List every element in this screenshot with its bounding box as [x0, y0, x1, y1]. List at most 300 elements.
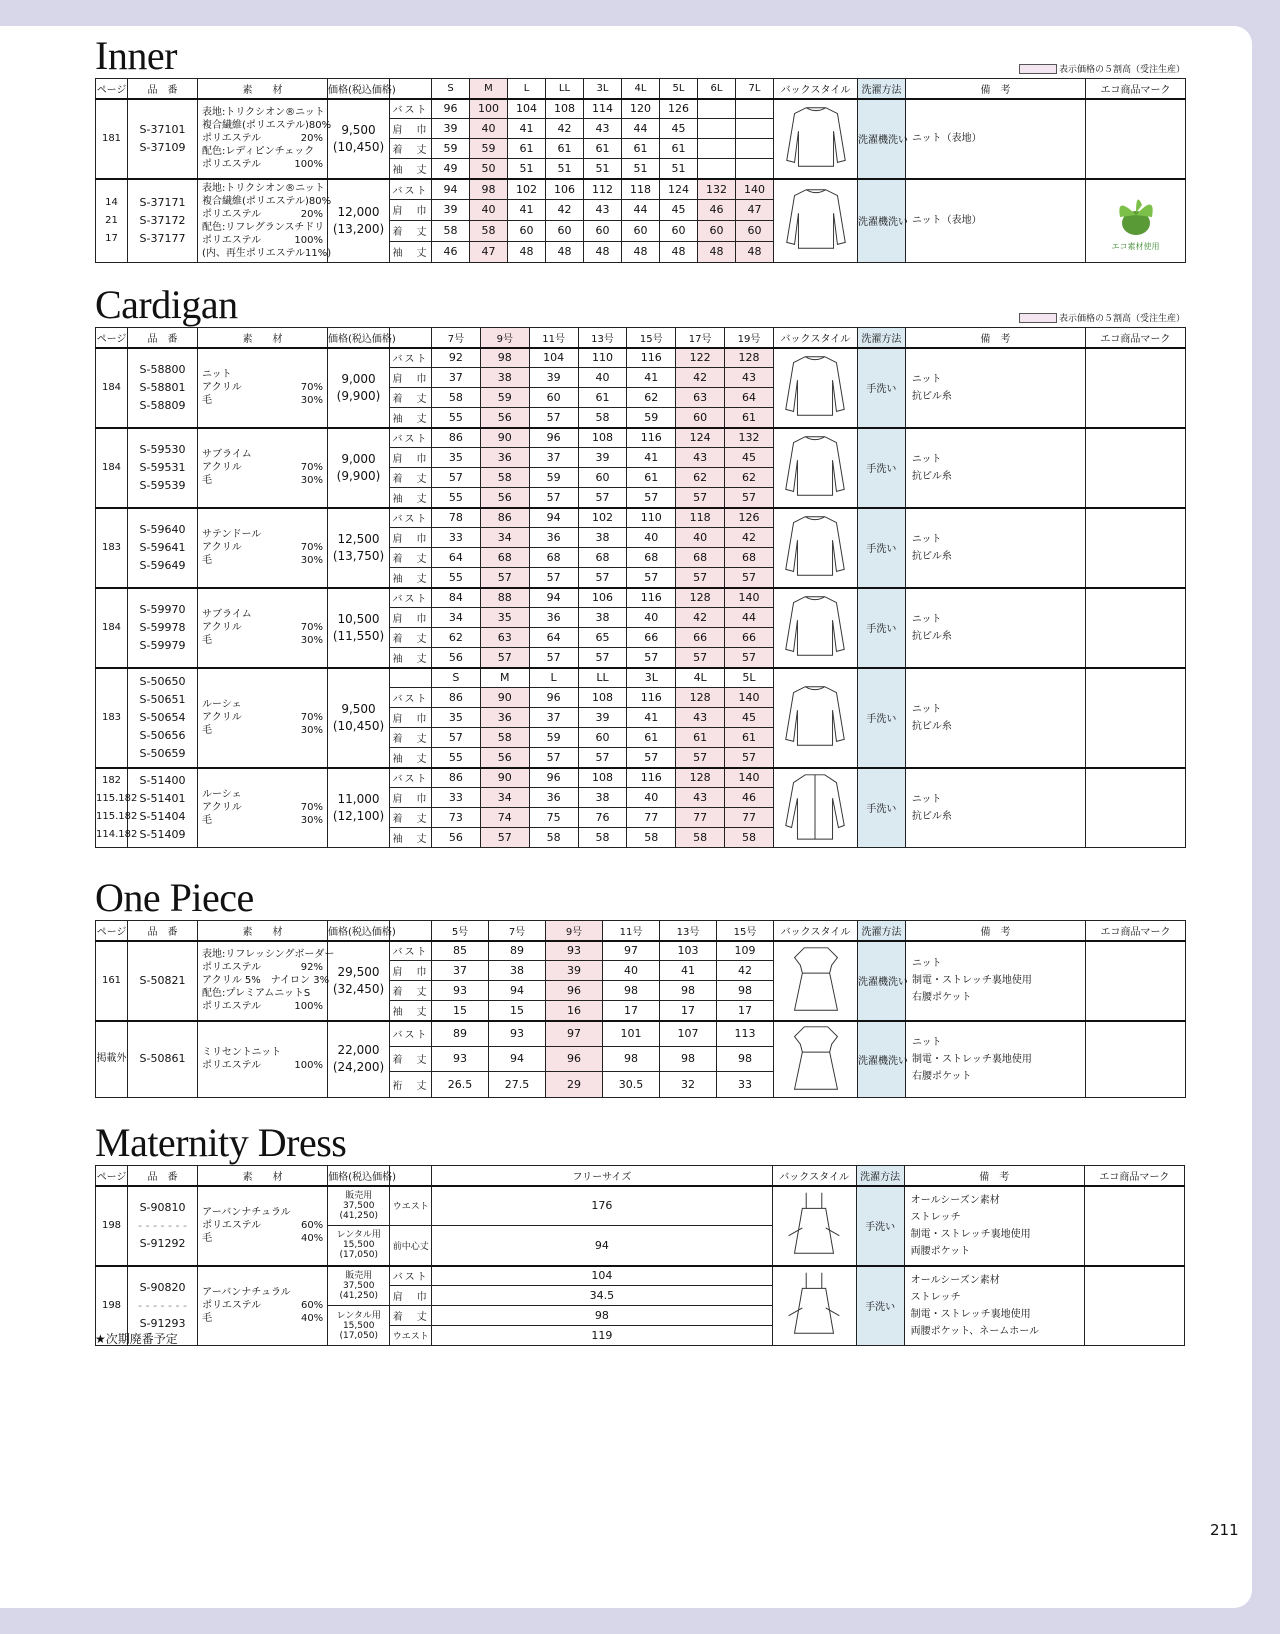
size-value: 112	[584, 179, 622, 200]
size-value: 57	[676, 648, 725, 668]
back-style	[774, 941, 858, 1021]
size-value: 98	[660, 981, 717, 1001]
size-value: 43	[725, 368, 774, 388]
size-header: 15号	[627, 328, 676, 348]
page-number: 211	[1210, 1521, 1239, 1539]
size-value: 56	[432, 828, 481, 848]
dim-label: 着 丈	[390, 728, 432, 748]
size-value: 96	[432, 99, 470, 119]
dim-label: 着 丈	[390, 139, 432, 159]
size-value: 93	[432, 981, 489, 1001]
legend-swatch	[1019, 313, 1057, 323]
size-header: 7L	[736, 79, 774, 99]
wash-method: 手洗い	[857, 768, 905, 848]
size-value: 33	[717, 1072, 774, 1098]
size-value: 114	[584, 99, 622, 119]
size-value: 86	[432, 768, 481, 788]
dim-label: バスト	[390, 588, 432, 608]
dim-label: 着 丈	[390, 1046, 432, 1072]
size-value: 57	[627, 648, 676, 668]
table-row	[96, 428, 1186, 448]
size-value: 56	[432, 648, 481, 668]
size-value: 113	[717, 1021, 774, 1047]
size-value: 84	[432, 588, 481, 608]
price: 10,500 (11,550)	[328, 588, 390, 668]
size-value: 41	[508, 199, 546, 220]
col-page: ページ	[96, 79, 128, 99]
size-value: 108	[546, 99, 584, 119]
wash-method: 洗濯機洗い	[858, 941, 906, 1021]
col-material: 素 材	[198, 79, 328, 99]
size-value: 63	[480, 628, 529, 648]
size-value: 33	[432, 528, 481, 548]
size-value: 126	[660, 99, 698, 119]
eco-cell	[1086, 99, 1186, 179]
section-cardigan	[95, 283, 1185, 848]
size-value: 57	[529, 488, 578, 508]
material: ルーシェ アクリル 70% 毛 30%	[198, 668, 328, 768]
size-value: 98	[603, 1046, 660, 1072]
page-ref: 184	[96, 428, 128, 508]
header-row	[96, 921, 1186, 941]
eco-cell	[1085, 588, 1185, 668]
maternity-table	[95, 1165, 1185, 1346]
size-value	[698, 119, 736, 139]
size-header: 15号	[717, 921, 774, 941]
size-value: 42	[725, 528, 774, 548]
leaf-icon	[1106, 189, 1166, 241]
material: ミリセントニット ポリエステル 100%	[198, 1021, 328, 1098]
size-value: 40	[627, 788, 676, 808]
col-note: 備 考	[904, 1166, 1084, 1186]
dim-label: バスト	[390, 179, 432, 200]
size-value: 58	[578, 408, 627, 428]
eco-cell	[1085, 768, 1185, 848]
size-header: 9号	[480, 328, 529, 348]
material: サテンドール アクリル 70% 毛 30%	[198, 508, 328, 588]
size-value: 44	[622, 119, 660, 139]
col-material: 素 材	[198, 1166, 328, 1186]
size-value: 57	[480, 828, 529, 848]
size-value: 58	[432, 220, 470, 241]
material: 表地:トリクシオン®ニット 複合繊維(ポリエステル) 80% ポリエステル 20% 配色:レディピンチェック ポリエステル 100%	[198, 99, 328, 179]
size-value: 68	[725, 548, 774, 568]
size-value: 48	[508, 241, 546, 262]
dim-label: 肩 巾	[390, 199, 432, 220]
eco-cell	[1085, 508, 1185, 588]
size-value: 57	[529, 408, 578, 428]
size-value: 57	[725, 648, 774, 668]
size-value: 40	[627, 608, 676, 628]
col-price: 価格(税込価格)	[328, 79, 390, 99]
size-header: LL	[578, 668, 627, 688]
product-codes: S-50821	[128, 941, 198, 1021]
size-value: 128	[676, 688, 725, 708]
size-value: 68	[578, 548, 627, 568]
dim-label: 袖 丈	[390, 488, 432, 508]
size-value: 45	[660, 199, 698, 220]
size-value: 68	[627, 548, 676, 568]
size-value: 59	[529, 468, 578, 488]
size-value: 64	[725, 388, 774, 408]
size-value: 96	[546, 981, 603, 1001]
size-value: 98	[717, 1046, 774, 1072]
back-style-sketch	[775, 1268, 853, 1340]
size-value: 57	[578, 488, 627, 508]
size-value: 98	[603, 981, 660, 1001]
notes: ニット 制電・ストレッチ裏地使用 右腰ポケット	[906, 1021, 1086, 1098]
size-value: 59	[480, 388, 529, 408]
eco-cell	[1085, 428, 1185, 508]
notes: ニット 抗ピル糸	[905, 768, 1085, 848]
back-style-sketch	[776, 430, 854, 502]
back-style	[773, 508, 857, 588]
onepiece-table	[95, 920, 1186, 1098]
size-value: 101	[603, 1021, 660, 1047]
size-value: 61	[508, 139, 546, 159]
size-value: 62	[676, 468, 725, 488]
size-value: 108	[578, 428, 627, 448]
size-header: 19号	[725, 328, 774, 348]
size-value: 60	[584, 220, 622, 241]
size-value: 92	[432, 348, 481, 368]
size-value: 60	[578, 728, 627, 748]
dim-label: 肩 巾	[390, 528, 432, 548]
size-value: 66	[676, 628, 725, 648]
notes: オールシーズン素材 ストレッチ 制電・ストレッチ裏地使用 両腰ポケット、ネームホール	[904, 1266, 1084, 1346]
price: 29,500 (32,450)	[328, 941, 390, 1021]
size-value: 58	[578, 828, 627, 848]
size-value: 60	[660, 220, 698, 241]
size-value: 41	[508, 119, 546, 139]
size-value: 90	[480, 768, 529, 788]
wash-method: 手洗い	[857, 508, 905, 588]
col-wash: 洗濯方法	[858, 79, 906, 99]
size-header: 7号	[432, 328, 481, 348]
back-style-sketch	[777, 943, 855, 1015]
size-value: 40	[627, 528, 676, 548]
size-value: 59	[529, 728, 578, 748]
size-value	[736, 159, 774, 179]
sale-price: 販売用 37,500 (41,250)	[328, 1186, 390, 1226]
size-header: 9号	[546, 921, 603, 941]
col-code: 品 番	[128, 921, 198, 941]
size-value: 116	[627, 768, 676, 788]
table-row	[96, 179, 1186, 200]
size-value: 38	[489, 961, 546, 981]
back-style-sketch	[776, 770, 854, 842]
size-value: 109	[717, 941, 774, 961]
dim-label: 着 丈	[390, 1306, 432, 1326]
table-row	[96, 348, 1186, 368]
size-value: 128	[676, 588, 725, 608]
size-header: 4L	[676, 668, 725, 688]
col-eco: エコ商品マーク	[1084, 1166, 1184, 1186]
size-value: 78	[432, 508, 481, 528]
price: 9,000 (9,900)	[328, 428, 390, 508]
size-header: 17号	[676, 328, 725, 348]
size-value: 77	[627, 808, 676, 828]
size-value: 43	[676, 788, 725, 808]
size-value: 93	[489, 1021, 546, 1047]
size-value: 42	[676, 368, 725, 388]
size-value: 86	[432, 688, 481, 708]
page-ref: 183	[96, 508, 128, 588]
size-value: 107	[660, 1021, 717, 1047]
size-value: 118	[676, 508, 725, 528]
col-price: 価格(税込価格)	[328, 328, 390, 348]
size-value: 89	[489, 941, 546, 961]
size-value: 45	[725, 708, 774, 728]
dim-label: 肩 巾	[390, 368, 432, 388]
size-value: 34	[480, 528, 529, 548]
dim-label: 袖 丈	[390, 159, 432, 179]
size-value: 44	[725, 608, 774, 628]
col-price: 価格(税込価格)	[328, 921, 390, 941]
size-value: 39	[578, 448, 627, 468]
size-value: 86	[480, 508, 529, 528]
size-value: 35	[480, 608, 529, 628]
size-value: 60	[736, 220, 774, 241]
size-value: 39	[432, 199, 470, 220]
size-value: 65	[578, 628, 627, 648]
eco-cell	[1084, 1266, 1184, 1346]
product-codes: S-37101 S-37109	[128, 99, 198, 179]
notes: ニット（表地）	[906, 179, 1086, 263]
size-value: 108	[578, 688, 627, 708]
size-value: 41	[627, 448, 676, 468]
size-value: 64	[529, 628, 578, 648]
size-value: 58	[432, 388, 481, 408]
notes: ニット 抗ピル糸	[905, 508, 1085, 588]
size-value: 126	[725, 508, 774, 528]
size-value: 97	[603, 941, 660, 961]
product-codes: S-59530 S-59531 S-59539	[128, 428, 198, 508]
size-value: 61	[676, 728, 725, 748]
dim-label: バスト	[390, 1021, 432, 1047]
material: 表地:トリクシオン®ニット 複合繊維(ポリエステル) 80% ポリエステル 20% 配色:リフレグランスチドリ ポリエステル 100% (内、再生ポリエステル11%)	[198, 179, 328, 263]
size-value: 41	[627, 368, 676, 388]
eco-cell	[1086, 179, 1186, 263]
size-header: M	[480, 668, 529, 688]
size-header: 11号	[603, 921, 660, 941]
size-value: 49	[432, 159, 470, 179]
notes: ニット 抗ピル糸	[905, 668, 1085, 768]
size-value: 38	[578, 608, 627, 628]
dim-label: 肩 巾	[390, 1286, 432, 1306]
table-row	[96, 668, 1186, 688]
size-value: 50	[470, 159, 508, 179]
size-value: 33	[432, 788, 481, 808]
size-value: 46	[698, 199, 736, 220]
dim-label: バスト	[390, 508, 432, 528]
inner-table	[95, 78, 1186, 263]
dim-label: 袖 丈	[390, 241, 432, 262]
size-value: 140	[725, 768, 774, 788]
size-value: 56	[480, 488, 529, 508]
dim-label: 袖 丈	[390, 828, 432, 848]
size-value: 58	[470, 220, 508, 241]
size-value: 57	[578, 748, 627, 768]
size-value: 94	[432, 1226, 772, 1266]
dim-label: 肩 巾	[390, 448, 432, 468]
size-value: 38	[578, 528, 627, 548]
size-header: L	[529, 668, 578, 688]
size-value: 128	[725, 348, 774, 368]
header-row	[96, 79, 1186, 99]
col-note: 備 考	[905, 328, 1085, 348]
col-eco: エコ商品マーク	[1086, 921, 1186, 941]
size-value: 43	[676, 708, 725, 728]
rental-price: レンタル用 15,500 (17,050)	[328, 1306, 390, 1346]
size-value: 60	[578, 468, 627, 488]
price-legend: 表示価格の５割高（受注生産）	[1019, 62, 1185, 75]
material: ルーシェ アクリル 70% 毛 30%	[198, 768, 328, 848]
size-value: 48	[660, 241, 698, 262]
size-value: 128	[676, 768, 725, 788]
dim-label: 肩 巾	[390, 961, 432, 981]
col-wash: 洗濯方法	[858, 921, 906, 941]
dim-label: バスト	[390, 428, 432, 448]
back-style	[773, 348, 857, 428]
size-value: 40	[470, 119, 508, 139]
wash-method: 手洗い	[857, 588, 905, 668]
size-value: 58	[725, 828, 774, 848]
eco-cell	[1086, 941, 1186, 1021]
back-style	[773, 768, 857, 848]
dim-label: ウエスト	[390, 1326, 432, 1346]
size-value: 48	[736, 241, 774, 262]
size-value: 74	[480, 808, 529, 828]
size-header: 4L	[622, 79, 660, 99]
dim-label: バスト	[390, 768, 432, 788]
size-value: 120	[622, 99, 660, 119]
size-value: 37	[529, 708, 578, 728]
size-value: 57	[432, 468, 481, 488]
size-value: 68	[676, 548, 725, 568]
size-value: 61	[660, 139, 698, 159]
size-value: 88	[480, 588, 529, 608]
product-codes: S-50861	[128, 1021, 198, 1098]
col-page: ページ	[96, 1166, 128, 1186]
size-value: 96	[529, 428, 578, 448]
size-value: 61	[627, 728, 676, 748]
size-value	[698, 99, 736, 119]
dim-label: 着 丈	[390, 220, 432, 241]
price: 11,000 (12,100)	[328, 768, 390, 848]
back-style-sketch	[777, 101, 855, 173]
size-value: 57	[627, 488, 676, 508]
size-value: 43	[584, 199, 622, 220]
size-header: 3L	[627, 668, 676, 688]
size-value: 63	[676, 388, 725, 408]
size-value: 40	[578, 368, 627, 388]
size-value: 51	[584, 159, 622, 179]
size-value: 55	[432, 568, 481, 588]
size-value: 42	[546, 199, 584, 220]
page-ref: 181	[96, 99, 128, 179]
size-value: 94	[489, 1046, 546, 1072]
product-codes: S-59970 S-59978 S-59979	[128, 588, 198, 668]
size-value: 140	[736, 179, 774, 200]
size-value: 90	[480, 688, 529, 708]
size-value: 42	[546, 119, 584, 139]
back-style	[773, 668, 857, 768]
price: 12,500 (13,750)	[328, 508, 390, 588]
col-wash: 洗濯方法	[857, 328, 905, 348]
eco-cell	[1084, 1186, 1184, 1266]
size-value: 56	[480, 408, 529, 428]
size-header: 5号	[432, 921, 489, 941]
back-style-sketch	[776, 680, 854, 752]
size-value: 36	[480, 708, 529, 728]
table-row	[96, 588, 1186, 608]
size-value: 41	[660, 961, 717, 981]
size-value: 36	[529, 608, 578, 628]
price: 22,000 (24,200)	[328, 1021, 390, 1098]
footnote: ★次期廃番予定	[95, 1332, 178, 1346]
size-value: 57	[627, 568, 676, 588]
table-row	[96, 941, 1186, 961]
page-ref: 184	[96, 348, 128, 428]
size-value: 44	[622, 199, 660, 220]
size-value: 97	[546, 1021, 603, 1047]
size-value: 96	[546, 1046, 603, 1072]
size-value: 85	[432, 941, 489, 961]
size-value: 106	[546, 179, 584, 200]
size-value: 36	[529, 528, 578, 548]
size-value: 58	[627, 828, 676, 848]
size-value: 93	[546, 941, 603, 961]
sale-price: 販売用 37,500 (41,250)	[328, 1266, 390, 1306]
wash-method: 洗濯機洗い	[858, 99, 906, 179]
product-codes: S-37171 S-37172 S-37177	[128, 179, 198, 263]
dim-label: ウエスト	[390, 1186, 432, 1226]
size-value: 37	[529, 448, 578, 468]
col-back: バックスタイル	[772, 1166, 856, 1186]
size-value: 61	[584, 139, 622, 159]
page-ref: 14 21 17	[96, 179, 128, 263]
dim-label: 着 丈	[390, 628, 432, 648]
section-title: Maternity Dress	[95, 1120, 347, 1165]
size-value: 98	[717, 981, 774, 1001]
size-value: 116	[627, 688, 676, 708]
size-value: 98	[480, 348, 529, 368]
back-style-sketch	[776, 510, 854, 582]
size-value: 57	[676, 748, 725, 768]
size-value: 73	[432, 808, 481, 828]
size-value: 94	[489, 981, 546, 1001]
eco-cell	[1085, 668, 1185, 768]
material: サブライム アクリル 70% 毛 30%	[198, 588, 328, 668]
size-value: 98	[432, 1306, 772, 1326]
material: ニット アクリル 70% 毛 30%	[198, 348, 328, 428]
size-value: 17	[603, 1001, 660, 1021]
dim-label: 肩 巾	[390, 119, 432, 139]
size-header: 7号	[489, 921, 546, 941]
size-value: 48	[698, 241, 736, 262]
size-value: 60	[676, 408, 725, 428]
size-value: 61	[725, 408, 774, 428]
material: アーバンナチュラル ポリエステル 60% 毛 40%	[198, 1186, 328, 1266]
price-legend: 表示価格の５割高（受注生産）	[1019, 311, 1185, 324]
size-value: 94	[529, 588, 578, 608]
size-value: 40	[470, 199, 508, 220]
back-style	[774, 1021, 858, 1098]
table-row	[96, 768, 1186, 788]
size-value: 102	[578, 508, 627, 528]
size-value: 51	[622, 159, 660, 179]
